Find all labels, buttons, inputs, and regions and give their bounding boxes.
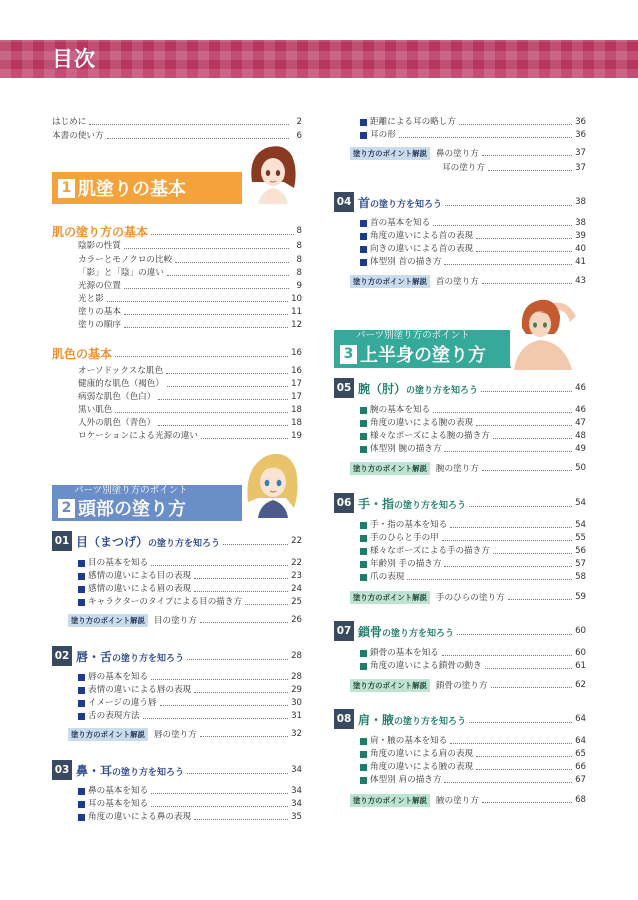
toc-page: 2 [296, 117, 302, 127]
toc-row[interactable] [334, 531, 586, 545]
toc-row[interactable] [334, 773, 586, 787]
toc-page: 58 [575, 572, 586, 582]
toc-row[interactable] [334, 760, 586, 774]
toc-page: 16 [291, 366, 302, 376]
chapter-02[interactable] [52, 645, 302, 667]
toc-label: ロケーションによる光源の違い [78, 431, 198, 441]
toc-page: 54 [575, 498, 586, 508]
toc-page: 31 [291, 711, 302, 721]
tip-tag: 塗り方のポイント解説 [350, 275, 430, 288]
toc-label: 塗りの基本 [78, 307, 121, 317]
chapter-title: 肩・腋 [358, 712, 395, 727]
toc-label: 角度の違いによる鎖骨の動き [370, 661, 482, 671]
toc-label: イメージの違う唇 [88, 698, 157, 708]
toc-page: 35 [291, 812, 302, 822]
section-number: 1 [58, 179, 75, 198]
character-illustration [510, 294, 586, 370]
toc-row[interactable] [334, 734, 586, 748]
toc-row[interactable] [52, 683, 302, 697]
section-small-label: パーツ別塗り方のポイント [356, 330, 470, 341]
toc-label: 「影」と「陰」の違い [78, 268, 164, 278]
toc-page: 18 [291, 418, 302, 428]
toc-row[interactable] [52, 292, 302, 306]
toc-page: 8 [296, 255, 302, 265]
tip-tag: 塗り方のポイント解説 [350, 794, 430, 807]
chapter-title-suffix: の塗り方を知ろう [394, 716, 467, 727]
toc-page: 30 [291, 698, 302, 708]
section-title: 上半身の塗り方 [360, 345, 486, 366]
page-title: 目次 [52, 47, 96, 71]
chapter-title-suffix: の塗り方を知ろう [112, 653, 185, 664]
toc-row[interactable] [334, 242, 586, 256]
toc-page: 50 [575, 463, 586, 473]
toc-page: 48 [575, 431, 586, 441]
toc-label: 体型別 腕の描き方 [370, 444, 442, 454]
toc-row[interactable] [334, 544, 586, 558]
toc-label: 様々なポーズによる腕の描き方 [370, 431, 490, 441]
toc-page: 23 [291, 571, 302, 581]
chapter-number: 04 [334, 192, 354, 212]
chapter-title: 鼻・耳 [76, 763, 113, 778]
chapter-title-suffix: の塗り方を知ろう [382, 628, 455, 639]
toc-label: 感情の違いによる眉の表現 [88, 584, 192, 594]
toc-label: 距離による耳の略し方 [370, 117, 456, 127]
toc-page: 65 [575, 749, 586, 759]
chapter-title: 目（まつげ） [76, 534, 149, 549]
toc-page: 8 [296, 226, 302, 236]
toc-row[interactable] [52, 810, 302, 824]
chapter-title-suffix: の塗り方を知ろう [394, 500, 467, 511]
toc-label: 鼻の基本を知る [88, 786, 149, 796]
toc-tip-row[interactable] [350, 146, 586, 160]
toc-page: 16 [291, 348, 302, 358]
toc-page: 37 [575, 148, 586, 158]
toc-label: 耳の形 [370, 130, 396, 140]
chapter-number: 03 [52, 760, 72, 780]
toc-page: 43 [575, 276, 586, 286]
toc-subheading[interactable] [52, 344, 302, 362]
character-illustration [244, 142, 302, 204]
toc-page: 55 [575, 533, 586, 543]
chapter-title: 腕（肘） [358, 381, 407, 396]
chapter-number: 06 [334, 493, 354, 513]
toc-label: 首の塗り方 [435, 277, 479, 287]
toc-page: 62 [575, 680, 586, 690]
toc-tip-row[interactable] [350, 678, 586, 692]
chapter-number: 01 [52, 531, 72, 551]
toc-page: 17 [291, 392, 302, 402]
chapter-08[interactable] [334, 708, 586, 730]
toc-label: 向きの違いによる首の表現 [370, 244, 474, 254]
toc-row[interactable] [52, 279, 302, 293]
toc-page: 47 [575, 418, 586, 428]
toc-row[interactable] [334, 115, 586, 129]
tip-tag: 塗り方のポイント解説 [350, 147, 430, 160]
chapter-title-suffix: の塗り方を知ろう [148, 538, 221, 549]
toc-row[interactable] [52, 784, 302, 798]
toc-label: 角度の違いによる鼻の表現 [88, 812, 192, 822]
toc-page: 67 [575, 775, 586, 785]
toc-page: 34 [291, 786, 302, 796]
toc-header [0, 40, 638, 78]
toc-page: 56 [575, 546, 586, 556]
toc-page: 17 [291, 379, 302, 389]
toc-row[interactable] [52, 305, 302, 319]
toc-page: 22 [291, 558, 302, 568]
toc-label: 体型別 首の描き方 [370, 257, 442, 267]
toc-row[interactable] [52, 696, 302, 710]
toc-page: 46 [575, 405, 586, 415]
toc-page: 38 [575, 197, 586, 207]
tip-tag: 塗り方のポイント解説 [350, 591, 430, 604]
toc-page: 57 [575, 559, 586, 569]
toc-label: 年齢別 手の描き方 [370, 559, 442, 569]
toc-page: 11 [291, 307, 302, 317]
toc-row[interactable] [52, 709, 302, 723]
toc-label: カラーとモノクロの比較 [78, 255, 173, 265]
toc-row[interactable] [52, 429, 302, 443]
toc-page: 39 [575, 231, 586, 241]
toc-tip-row[interactable] [68, 727, 302, 741]
chapter-number: 02 [52, 646, 72, 666]
subheading-title: 肌色の基本 [52, 346, 113, 361]
toc-row[interactable] [52, 670, 302, 684]
toc-label: 病弱な肌色（色白） [78, 392, 156, 402]
section-small-label: パーツ別塗り方のポイント [74, 485, 188, 496]
toc-row[interactable] [52, 797, 302, 811]
toc-row[interactable] [334, 646, 586, 660]
chapter-07[interactable] [334, 620, 586, 642]
toc-page: 18 [291, 405, 302, 415]
toc-page: 29 [291, 685, 302, 695]
toc-page: 36 [575, 117, 586, 127]
toc-page: 24 [291, 584, 302, 594]
toc-label: 感情の違いによる目の表現 [88, 571, 192, 581]
character-illustration [242, 448, 302, 518]
toc-page: 10 [291, 294, 302, 304]
toc-page: 28 [291, 651, 302, 661]
toc-page: 8 [296, 241, 302, 251]
toc-label: 腕の塗り方 [435, 464, 479, 474]
toc-tip-row[interactable] [350, 793, 586, 807]
toc-row[interactable] [52, 239, 302, 253]
toc-label: 角度の違いによる肩の表現 [370, 749, 474, 759]
toc-row[interactable] [52, 390, 302, 404]
toc-row[interactable] [52, 364, 302, 378]
chapter-title: 唇・舌 [76, 649, 113, 664]
toc-page: 34 [291, 765, 302, 775]
toc-label: 塗りの順序 [78, 320, 121, 330]
toc-row[interactable] [334, 557, 586, 571]
toc-page: 9 [296, 281, 302, 291]
toc-label: 爪の表現 [370, 572, 405, 582]
toc-label: 唇の塗り方 [153, 730, 197, 740]
toc-label: 目の基本を知る [88, 558, 149, 568]
toc-label: 舌の表現方法 [88, 711, 140, 721]
toc-label: 手のひらの塗り方 [435, 593, 505, 603]
chapter-number: 05 [334, 378, 354, 398]
toc-row[interactable] [52, 129, 302, 143]
toc-page: 54 [575, 520, 586, 530]
tip-tag: 塗り方のポイント解説 [350, 679, 430, 692]
toc-page: 49 [575, 444, 586, 454]
toc-label: 陰影の性質 [78, 241, 121, 251]
chapter-title-suffix: の塗り方を知ろう [112, 767, 185, 778]
toc-label: 鎖骨の塗り方 [435, 681, 488, 691]
toc-label: キャラクターのタイプによる目の描き方 [88, 597, 243, 607]
section-banner-2 [52, 485, 242, 521]
toc-label: 首の基本を知る [370, 218, 431, 228]
toc-label: 角度の違いによる腋の表現 [370, 762, 474, 772]
toc-label: 人外の肌色（青色） [78, 418, 156, 428]
toc-label: 鎖骨の基本を知る [370, 648, 439, 658]
toc-page: 41 [575, 257, 586, 267]
toc-page: 38 [575, 218, 586, 228]
section-banner-1 [52, 172, 242, 204]
toc-row[interactable] [334, 229, 586, 243]
toc-row[interactable] [334, 747, 586, 761]
toc-row[interactable] [52, 266, 302, 280]
toc-row[interactable] [334, 216, 586, 230]
chapter-04[interactable] [334, 191, 586, 213]
section-title: 頭部の塗り方 [78, 499, 186, 520]
toc-row[interactable] [52, 253, 302, 267]
toc-row[interactable] [334, 518, 586, 532]
toc-label: 様々なポーズによる手の描き方 [370, 546, 490, 556]
toc-page: 32 [291, 729, 302, 739]
toc-label: 唇の基本を知る [88, 672, 149, 682]
toc-row[interactable] [52, 115, 302, 129]
toc-label: オーソドックスな肌色 [78, 366, 164, 376]
toc-row[interactable] [334, 659, 586, 673]
toc-label: 手のひらと手の甲 [370, 533, 439, 543]
toc-label: 手・指の基本を知る [370, 520, 448, 530]
toc-row[interactable] [52, 377, 302, 391]
toc-row[interactable] [334, 403, 586, 417]
toc-label: 光源の位置 [78, 281, 121, 291]
toc-tip-row[interactable] [350, 274, 586, 288]
toc-row[interactable] [334, 128, 586, 142]
toc-label: 鼻の塗り方 [435, 149, 479, 159]
chapter-title-suffix: の塗り方を知ろう [406, 385, 479, 396]
toc-label: 耳の基本を知る [88, 799, 149, 809]
chapter-05[interactable] [334, 377, 586, 399]
toc-page: 8 [296, 268, 302, 278]
toc-label: 角度の違いによる首の表現 [370, 231, 474, 241]
toc-row[interactable] [52, 318, 302, 332]
toc-page: 26 [291, 615, 302, 625]
toc-row[interactable] [334, 416, 586, 430]
chapter-title: 鎖骨 [358, 624, 383, 639]
toc-label: はじめに [52, 117, 87, 127]
toc-label: 本書の使い方 [52, 131, 104, 141]
toc-tip-row[interactable] [68, 613, 302, 627]
toc-page: 28 [291, 672, 302, 682]
toc-page: 60 [575, 626, 586, 636]
chapter-03[interactable] [52, 759, 302, 781]
chapter-06[interactable] [334, 492, 586, 514]
toc-label: 体型別 肩の描き方 [370, 775, 442, 785]
toc-page: 40 [575, 244, 586, 254]
toc-page: 34 [291, 799, 302, 809]
toc-row[interactable] [52, 403, 302, 417]
toc-page: 12 [291, 320, 302, 330]
toc-label: 肩・腋の基本を知る [370, 736, 448, 746]
toc-label: 角度の違いによる腕の表現 [370, 418, 474, 428]
toc-row[interactable] [334, 429, 586, 443]
toc-page: 59 [575, 592, 586, 602]
tip-tag: 塗り方のポイント解説 [68, 728, 148, 741]
toc-label: 光と影 [78, 294, 104, 304]
toc-row[interactable] [334, 255, 586, 269]
toc-label: 健康的な肌色（褐色） [78, 379, 164, 389]
chapter-number: 07 [334, 621, 354, 641]
section-banner-3 [334, 330, 526, 368]
toc-page: 60 [575, 648, 586, 658]
toc-row[interactable] [334, 570, 586, 584]
toc-label: 黒い肌色 [78, 405, 113, 415]
toc-label: 腋の塗り方 [435, 796, 479, 806]
toc-row[interactable] [52, 416, 302, 430]
toc-subheading[interactable] [52, 222, 302, 240]
chapter-title: 首 [358, 195, 371, 210]
toc-tip-row[interactable] [350, 461, 586, 475]
section-number: 3 [340, 345, 357, 364]
chapter-number: 08 [334, 709, 354, 729]
tip-tag: 塗り方のポイント解説 [350, 462, 430, 475]
toc-row[interactable] [52, 569, 302, 583]
section-title: 肌塗りの基本 [78, 179, 186, 200]
toc-page: 66 [575, 762, 586, 772]
toc-page: 46 [575, 383, 586, 393]
toc-row[interactable] [334, 442, 586, 456]
toc-row[interactable] [334, 161, 586, 175]
chapter-title-suffix: の塗り方を知ろう [370, 199, 443, 210]
tip-tag: 塗り方のポイント解説 [68, 614, 148, 627]
toc-page: 6 [296, 131, 302, 141]
toc-page: 22 [291, 536, 302, 546]
toc-page: 19 [291, 431, 302, 441]
chapter-01[interactable] [52, 530, 302, 552]
toc-page: 36 [575, 130, 586, 140]
toc-label: 腕の基本を知る [370, 405, 431, 415]
subheading-title: 肌の塗り方の基本 [52, 224, 149, 239]
toc-page: 68 [575, 795, 586, 805]
toc-row[interactable] [52, 595, 302, 609]
toc-label: 耳の塗り方 [442, 163, 485, 173]
toc-row[interactable] [52, 556, 302, 570]
chapter-title: 手・指 [358, 496, 395, 511]
toc-page: 25 [291, 597, 302, 607]
toc-label: 表情の違いによる唇の表現 [88, 685, 192, 695]
toc-page: 64 [575, 736, 586, 746]
toc-page: 37 [575, 163, 586, 173]
toc-tip-row[interactable] [350, 590, 586, 604]
toc-label: 目の塗り方 [153, 616, 197, 626]
toc-page: 64 [575, 714, 586, 724]
section-number: 2 [58, 499, 75, 518]
toc-page: 61 [575, 661, 586, 671]
toc-row[interactable] [52, 582, 302, 596]
